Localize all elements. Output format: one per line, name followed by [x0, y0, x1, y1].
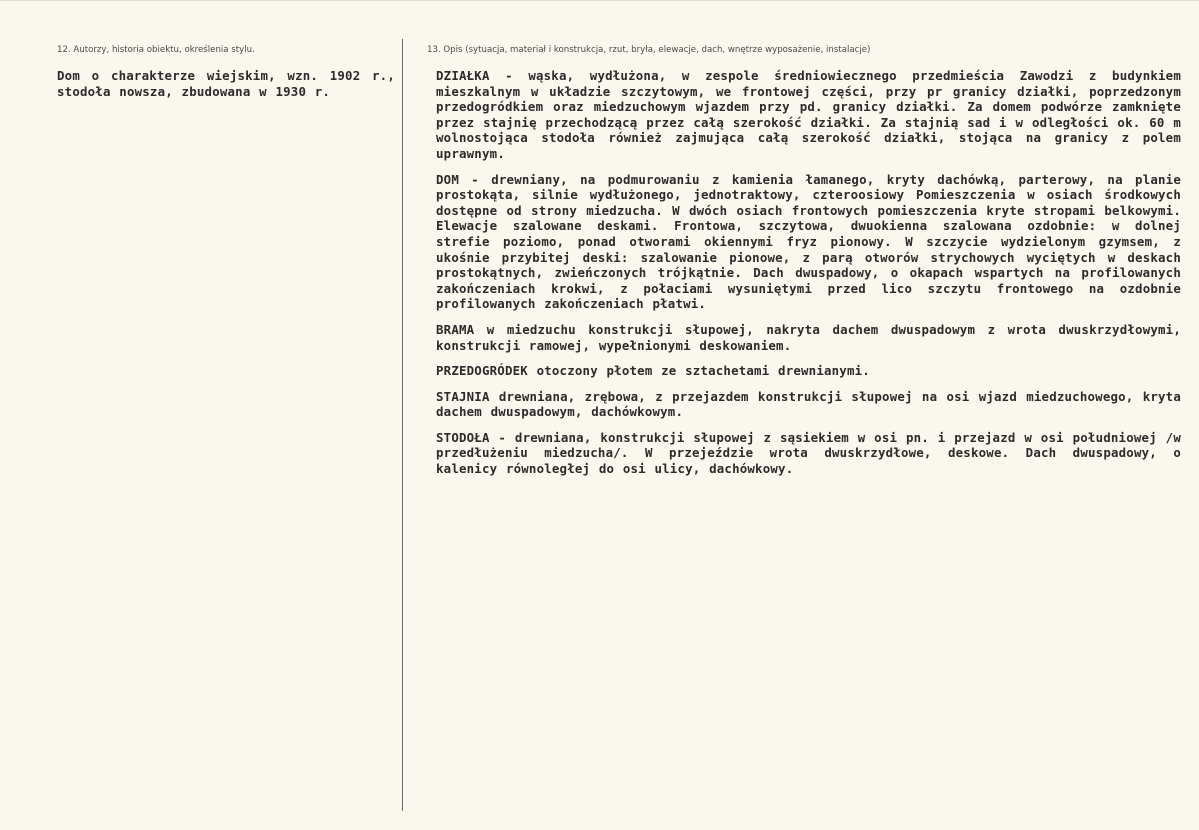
paragraph-dom: DOM - drewniany, na podmurowaniu z kamienia łamanego, kryty dachówką, parterowy, na planie prostokąta, silnie wydłużonego, jednotraktowy, czterоosiowy Pomieszczenia w osiach środkowych dostępne od strony miedzucha. W dwóch osiach frontowych pomieszczenia kryte stropami belkowymi. Elewacje szalowane deskami. Frontowa, szczytowa, dwuokienna szalowana ozdobnie: w dolnej strefie poziomo, ponad otworami okiennymi fryz pionowy. W szczycie wydzielonym gzymsem, z ukośnie przybitej deski: szalowanie pionowe, z parą otworów strychowych wyciętych w deskach prostokątnych, zwieńczonych trójkątnie. Dach dwuspadowy, o okapach wspartych na profilowanych zakończeniach krokwi, z połaciami wysuniętymi przed lico szczytu frontowego na ozdobnie profilowanych zakończeniach płatwi.	[436, 171, 1181, 312]
column-divider	[402, 39, 403, 811]
history-text: Dom o charakterze wiejskim, wzn. 1902 r., stodoła nowsza, zbudowana w 1930 r.	[57, 68, 395, 99]
paragraph-dzialka: DZIAŁKA - wąska, wydłużona, w zespole średniowiecznego przedmieścia Zawodzi z budynkiem mieszkalnym w układzie szczytowym, we frontowej części, przy pr granicy działki, poprzedzonym przedogródkiem oraz miedzuchowym wjazdem przy pd. granicy działki. Za domem podwórze zamknięte przez stajnię przechodzącą przez całą szerokość działki. Za stajnią sad i w odległości ok. 60 m wolnostojąca stodoła również zajmująca całą szerokość działki, stojąca na granicy z polem uprawnym.	[436, 68, 1181, 161]
section-13-header: 13. Opis (sytuacja, materiał i konstrukcja, rzut, bryła, elewacje, dach, wnętrze wyposażenie, instalacje)	[427, 45, 871, 55]
paragraph-brama: BRAMA w miedzuchu konstrukcji słupowej, nakryta dachem dwuspadowym z wrota dwuskrzydłowymi, konstrukcji ramowej, wypełnionymi deskowaniem.	[436, 321, 1181, 353]
history-text-block	[57, 68, 395, 99]
paragraph-przedogrodek: PRZEDOGRÓDEK otoczony płotem ze sztachetami drewnianymi.	[436, 363, 870, 379]
paragraph-stajnia: STAJNIA drewniana, zrębowa, z przejazdem konstrukcji słupowej na osi wjazd miedzuchowego, kryta dachem dwuspadowym, dachówkowym.	[436, 388, 1181, 420]
paragraph-stodola: STODOŁA - drewniana, konstrukcji słupowej z sąsiekiem w osi pn. i przejazd w osi południowej /w przedłużeniu miedzucha/. W przejeździe wrota dwuskrzydłowe, deskowe. Dach dwuspadowy, o kalenicy równoległej do osi ulicy, dachówkowy.	[436, 429, 1181, 477]
description-text-block	[436, 68, 1181, 477]
section-12-header: 12. Autorzy, historia obiektu, określenia stylu.	[57, 45, 255, 55]
